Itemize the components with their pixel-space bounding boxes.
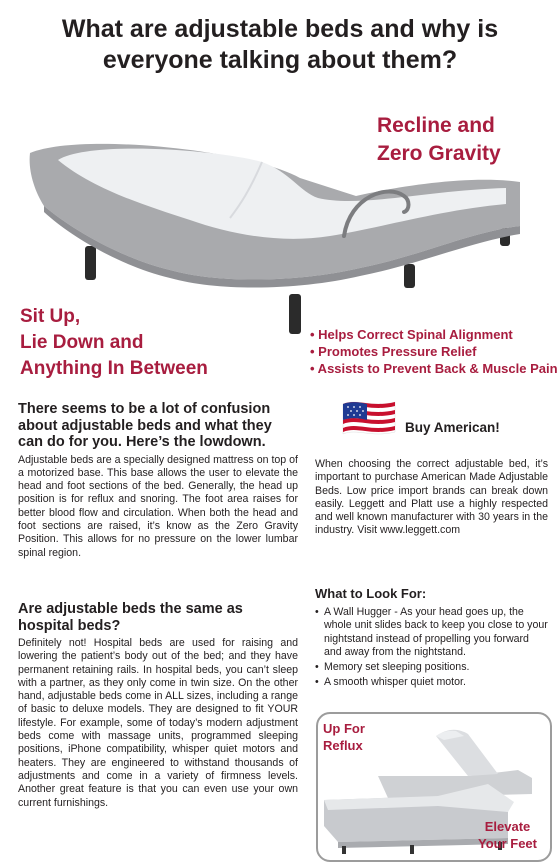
situp-line-1: Sit Up, — [20, 306, 81, 327]
recline-line-2: Zero Gravity — [377, 142, 501, 165]
title-line-2: everyone talking about them? — [102, 46, 458, 74]
look-for-list — [315, 606, 548, 690]
recline-line-1: Recline and — [377, 114, 495, 137]
list-item: • Memory set sleeping positions. — [315, 661, 548, 674]
up-for-reflux-line-1: Up For — [323, 721, 365, 736]
benefit-item: • Assists to Prevent Back & Muscle Pain — [310, 361, 558, 376]
section-what-to-look-for — [315, 586, 548, 692]
section-confusion — [18, 401, 298, 560]
up-for-reflux-label — [323, 720, 365, 754]
buy-american-label: Buy American! — [405, 420, 500, 435]
situp-callout — [20, 304, 208, 382]
bed-leg — [404, 264, 415, 288]
section-body: Definitely not! Hospital beds are used for raising and lowering the patient’s body out of the bed; and they have permanent retaining rails. In hospital beds, you can’t sleep with a partner, as they only come in twin size. On the other hand, adjustable beds come in ALL sizes, including a range of basic to deluxe models. They are designed to fit YOUR lifestyle. For example, some of today’s modern adjustment beds come with massage units, programmed sleeping positions, iPhone compatibility, whisper quiet motors and heaters. They are engineered to withstand thousands of adjustments and come in a variety of firmness levels. Another great feature is that you can even use your own current furnishings. — [18, 637, 298, 809]
bed-leg — [410, 845, 414, 854]
benefits-list — [310, 326, 558, 377]
section-body: Adjustable beds are a specially designed mattress on top of a motorized base. This base allows the user to elevate the head and foot sections of the bed. Generally, the head up position is for reflux and snoring. The foot area raises for better blood flow and circulation. When both the head and foot sections are raised, it’s know as the Zero Gravity Position. This allows for no pressure on the lower lumbar spinal region. — [18, 453, 298, 559]
situp-line-2: Lie Down and — [20, 332, 144, 353]
elevate-line-2: Your Feet — [478, 836, 537, 851]
recline-callout — [377, 112, 501, 168]
bed-leg — [342, 846, 346, 854]
section-heading: Are adjustable beds the same as hospital beds? — [18, 601, 243, 634]
situp-line-3: Anything In Between — [20, 358, 208, 379]
page-title — [0, 14, 560, 76]
list-item: • A Wall Hugger - As your head goes up, the whole unit slides back to keep you close to your nightstand instead of propelling you forward and away from the nightstand. — [315, 606, 548, 659]
up-for-reflux-line-2: Reflux — [323, 738, 363, 753]
elevate-feet-label — [478, 818, 537, 852]
section-heading: There seems to be a lot of confusion about adjustable beds and what they can do for you. Here’s the lowdown. — [18, 401, 272, 450]
section-buy-american — [315, 458, 548, 538]
list-item: • A smooth whisper quiet motor. — [315, 676, 548, 689]
title-line-1: What are adjustable beds and why is — [61, 15, 499, 43]
bed-leg — [85, 246, 96, 280]
section-body: When choosing the correct adjustable bed, it’s important to purchase American Made Adjustable Beds. Low price import brands can break down easily. Leggett and Platt use a highly respected and well known manufacturer with 30 years in the industry. Visit www.leggett.com — [315, 458, 548, 537]
benefit-item: • Helps Correct Spinal Alignment — [310, 327, 513, 342]
american-flag-icon — [341, 398, 397, 438]
section-heading: What to Look For: — [315, 586, 427, 601]
section-hospital-beds — [18, 601, 298, 810]
bed-leg — [289, 294, 301, 334]
benefit-item: • Promotes Pressure Relief — [310, 344, 477, 359]
elevate-line-1: Elevate — [484, 819, 531, 834]
